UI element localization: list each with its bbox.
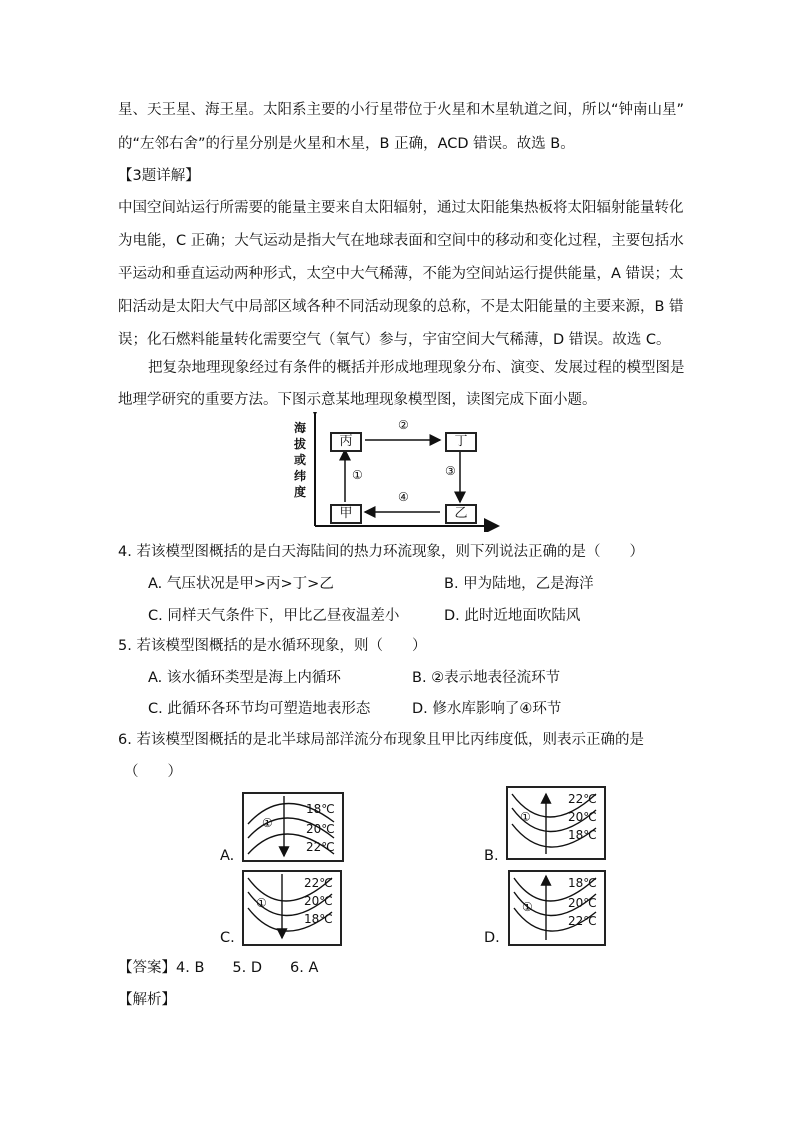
q4-option-a[interactable]: A. 气压状况是甲>丙>丁>乙 bbox=[148, 576, 334, 592]
answer-line bbox=[118, 956, 318, 977]
q6-paren: （ ） bbox=[124, 764, 182, 780]
q6-option-d-label[interactable]: D. bbox=[484, 930, 500, 946]
arrow-3-label: ③ bbox=[445, 464, 456, 478]
box-yi: 乙 bbox=[445, 504, 477, 524]
q6-option-a-label[interactable]: A. bbox=[220, 848, 235, 864]
q6-c-temp-2: 20℃ bbox=[304, 894, 333, 908]
q4-option-b[interactable]: B. 甲为陆地，乙是海洋 bbox=[444, 576, 594, 592]
q6-option-a-figure[interactable] bbox=[242, 792, 344, 862]
q5-option-a[interactable]: A. 该水循环类型是海上内循环 bbox=[148, 670, 341, 686]
section-3-line-4: 阳活动是太阳大气中局部区域各种不同活动现象的总称，不是太阳能量的主要来源，B 错 bbox=[118, 299, 684, 315]
q6-d-temp-3: 22℃ bbox=[568, 914, 597, 928]
q5-stem: 5. 若该模型图概括的是水循环现象，则（ ） bbox=[118, 638, 427, 654]
answer-5: 5. D bbox=[232, 960, 263, 976]
section-3-line-3: 平运动和垂直运动两种形式，太空中大气稀薄，不能为空间站运行提供能量，A 错误；太 bbox=[118, 266, 684, 282]
q6-option-c-figure[interactable] bbox=[242, 870, 342, 946]
q6-a-temp-3: 22℃ bbox=[306, 840, 335, 854]
arrow-4-label: ④ bbox=[398, 490, 409, 504]
axis-label-char: 海 bbox=[294, 421, 307, 435]
box-bing: 丙 bbox=[330, 432, 362, 452]
axis-label-char: 拔 bbox=[294, 437, 307, 451]
section-3-line-5: 误；化石燃料能量转化需要空气（氧气）参与，宇宙空间大气稀薄，D 错误。故选 C。 bbox=[118, 332, 671, 348]
q5-option-d[interactable]: D. 修水库影响了④环节 bbox=[412, 701, 562, 717]
section-3-line-2: 为电能，C 正确；大气运动是指大气在地球表面和空间中的移动和变化过程，主要包括水 bbox=[118, 233, 684, 249]
box-jia: 甲 bbox=[330, 504, 362, 524]
model-diagram bbox=[290, 412, 502, 532]
q6-stem: 6. 若该模型图概括的是北半球局部洋流分布现象且甲比丙纬度低，则表示正确的是 bbox=[118, 732, 644, 748]
q6-option-b-figure[interactable] bbox=[506, 786, 606, 860]
arrow-1-label: ① bbox=[352, 468, 363, 482]
box-ding: 丁 bbox=[445, 432, 477, 452]
q6-b-temp-2: 20℃ bbox=[568, 810, 597, 824]
q5-option-c[interactable]: C. 此循环各环节均可塑造地表形态 bbox=[148, 701, 371, 717]
q6-a-temp-1: 18℃ bbox=[306, 802, 335, 816]
intro-line-2: 的“左邻右舍”的行星分别是火星和木星，B 正确，ACD 错误。故选 B。 bbox=[118, 136, 575, 152]
answer-4: 4. B bbox=[176, 960, 205, 976]
q6-c-temp-1: 22℃ bbox=[304, 876, 333, 890]
section-3-line-1: 中国空间站运行所需要的能量主要来自太阳辐射，通过太阳能集热板将太阳辐射能量转化 bbox=[118, 200, 684, 216]
answer-label: 【答案】 bbox=[118, 960, 176, 976]
q6-option-c-label[interactable]: C. bbox=[220, 930, 235, 946]
section-3-heading: 【3题详解】 bbox=[118, 168, 200, 184]
q6-d-circle: ① bbox=[522, 900, 533, 914]
q6-b-temp-1: 22℃ bbox=[568, 792, 597, 806]
q6-option-d-figure[interactable] bbox=[508, 870, 606, 946]
answer-6: 6. A bbox=[290, 960, 319, 976]
q4-stem: 4. 若该模型图概括的是白天海陆间的热力环流现象，则下列说法正确的是（ ） bbox=[118, 544, 644, 560]
q6-b-temp-3: 18℃ bbox=[568, 828, 597, 842]
q4-option-c[interactable]: C. 同样天气条件下，甲比乙昼夜温差小 bbox=[148, 608, 400, 624]
q5-option-b[interactable]: B. ②表示地表径流环节 bbox=[412, 670, 561, 686]
q6-c-temp-3: 18℃ bbox=[304, 912, 333, 926]
q6-d-temp-1: 18℃ bbox=[568, 876, 597, 890]
analysis-heading: 【解析】 bbox=[118, 992, 176, 1008]
q6-option-b-label[interactable]: B. bbox=[484, 848, 499, 864]
q4-option-d[interactable]: D. 此时近地面吹陆风 bbox=[444, 608, 581, 624]
axis-label-char: 纬 bbox=[294, 469, 307, 483]
arrow-2-label: ② bbox=[398, 418, 409, 432]
q6-d-temp-2: 20℃ bbox=[568, 896, 597, 910]
q6-a-temp-2: 20℃ bbox=[306, 822, 335, 836]
q6-c-circle: ① bbox=[256, 896, 267, 910]
material-line-2: 地理学研究的重要方法。下图示意某地理现象模型图，读图完成下面小题。 bbox=[118, 392, 597, 408]
material-line-1: 把复杂地理现象经过有条件的概括并形成地理现象分布、演变、发展过程的模型图是 bbox=[148, 360, 685, 376]
intro-line-1: 星、天王星、海王星。太阳系主要的小行星带位于火星和木星轨道之间，所以“钟南山星” bbox=[118, 102, 685, 118]
axis-label-char: 或 bbox=[294, 453, 307, 467]
axis-label-char: 度 bbox=[294, 485, 307, 499]
q6-b-circle: ① bbox=[520, 810, 531, 824]
q6-a-circle: ① bbox=[262, 816, 273, 830]
